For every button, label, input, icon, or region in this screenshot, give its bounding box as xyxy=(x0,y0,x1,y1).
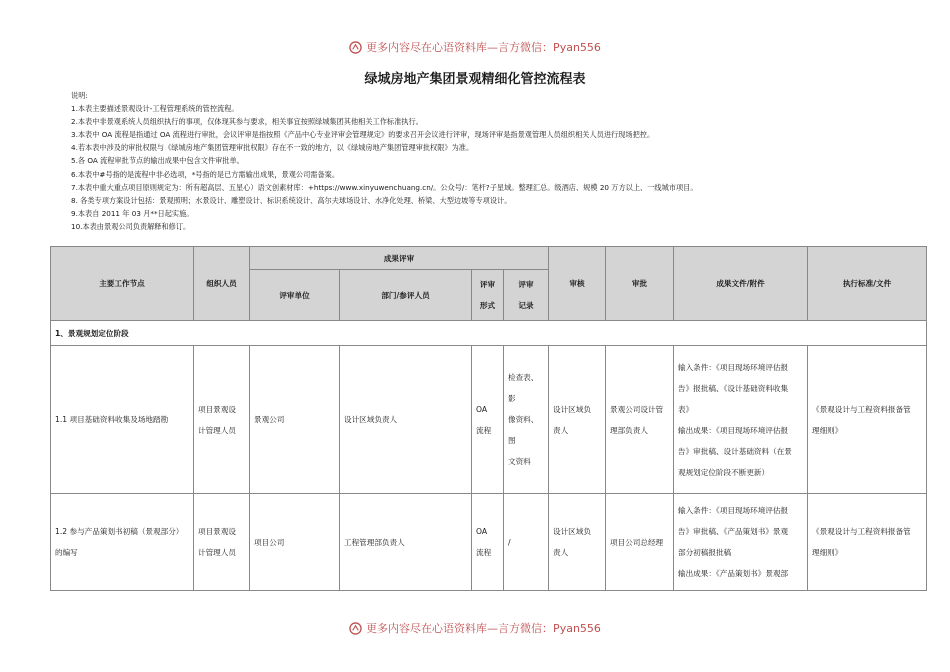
header-organizer: 组织人员 xyxy=(194,247,250,321)
watermark-top xyxy=(0,39,950,55)
cell-audit: 设计区域负 责人 xyxy=(549,494,606,591)
header-review-group: 成果评审 xyxy=(250,247,549,270)
header-approve: 审批 xyxy=(606,247,674,321)
note-item: 4.若本表中涉及的审批权限与《绿城房地产集团管理审批权限》存在不一致的地方，以《绿城房地产集团管理审批权限》为准。 xyxy=(71,143,474,153)
seal-icon xyxy=(349,622,362,635)
header-standard: 执行标准/文件 xyxy=(808,247,927,321)
cell-approve: 景观公司设计管 理部负责人 xyxy=(606,346,674,494)
cell-organizer: 项目景观设 计管理人员 xyxy=(194,346,250,494)
note-item: 3.本表中 OA 流程是指通过 OA 流程进行审批，会议评审是指按照《产品中心专业评审会管理规定》的要求召开会议进行评审，现场评审是指景观管理人员组织相关人员进行现场把控。 xyxy=(71,130,655,140)
note-item: 1.本表主要描述景观设计-工程管理系统的管控流程。 xyxy=(71,104,239,114)
cell-output-docs: 输入条件：《项目现场环境评估报 告》报批稿、《设计基础资料收集 表》 输出成果：《项目现场环境评估报 告》审批稿、设计基础资料（在景 观规划定位阶段不断更新） xyxy=(674,346,808,494)
header-review-record: 评审 记录 xyxy=(504,270,549,321)
header-review-unit: 评审单位 xyxy=(250,270,340,321)
cell-standard: 《景观设计与工程资料报备管 理细则》 xyxy=(808,346,927,494)
page-title: 绿城房地产集团景观精细化管控流程表 xyxy=(364,72,586,87)
table-row xyxy=(51,346,927,494)
note-item: 8. 各类专项方案设计包括：景观照明；水景设计、雕塑设计、标识系统设计、高尔夫球场设计、水净化处理、桥梁、大型边坡等专项设计。 xyxy=(71,195,512,205)
cell-output-docs: 输入条件：《项目现场环境评估报 告》审批稿、《产品策划书》景观 部分初稿报批稿 输出成果：《产品策划书》景观部 xyxy=(674,494,808,591)
header-review-form: 评审 形式 xyxy=(472,270,504,321)
cell-node: 1.1 项目基础资料收集及场地踏勘 xyxy=(51,346,194,494)
note-item: 2.本表中非景观系统人员组织执行的事项，仅体现其参与要求，相关事宜按照绿城集团其他相关工作标准执行。 xyxy=(71,117,423,127)
cell-standard: 《景观设计与工程资料报备管 理细则》 xyxy=(808,494,927,591)
cell-node: 1.2 参与产品策划书初稿（景观部分） 的编写 xyxy=(51,494,194,591)
notes-block xyxy=(71,89,698,233)
cell-review-record: 检查表、影 像资料、图 文资料 xyxy=(504,346,549,494)
table-row xyxy=(51,494,927,591)
cell-review-unit: 项目公司 xyxy=(250,494,340,591)
cell-dept-participant: 工程管理部负责人 xyxy=(340,494,472,591)
note-item: 5.各 OA 流程审批节点的输出成果中包含文件审批单。 xyxy=(71,156,244,166)
note-item: 7.本表中重大重点项目原则规定为：所有超高层、五星心）语文创素材库：+https://www.xinyuwenchuang.cn/。公众号/：笔杆?子星域。整理汇总。级酒店、规模 20 万方以上、一线城市项目。 xyxy=(71,182,698,192)
cell-dept-participant: 设计区域负责人 xyxy=(340,346,472,494)
header-node: 主要工作节点 xyxy=(51,247,194,321)
cell-review-form: OA 流程 xyxy=(472,494,504,591)
note-item: 10.本表由景观公司负责解释和修订。 xyxy=(71,221,191,231)
cell-review-form: OA 流程 xyxy=(472,346,504,494)
cell-organizer: 项目景观设 计管理人员 xyxy=(194,494,250,591)
header-output-docs: 成果文件/附件 xyxy=(674,247,808,321)
cell-audit: 设计区域负 责人 xyxy=(549,346,606,494)
stage-row xyxy=(51,321,927,346)
stage-label: 1、景观规划定位阶段 xyxy=(51,321,927,346)
watermark-text: 更多内容尽在心语资料库—言方微信：Pyan556 xyxy=(366,622,601,635)
cell-approve: 项目公司总经理 xyxy=(606,494,674,591)
note-item: 9.本表自 2011 年 03 月**日起实施。 xyxy=(71,208,194,218)
seal-icon xyxy=(349,41,362,54)
watermark-bottom xyxy=(0,620,950,636)
watermark-text: 更多内容尽在心语资料库—言方微信：Pyan556 xyxy=(366,41,601,54)
header-audit: 审核 xyxy=(549,247,606,321)
cell-review-unit: 景观公司 xyxy=(250,346,340,494)
header-dept-participant: 部门/参评人员 xyxy=(340,270,472,321)
note-item: 6.本表中#号指的是流程中非必选项，*号指的是已方需输出成果，景观公司需备案。 xyxy=(71,169,340,179)
cell-review-record: / xyxy=(504,494,549,591)
notes-heading: 说明: xyxy=(71,91,88,100)
process-table xyxy=(50,246,927,591)
